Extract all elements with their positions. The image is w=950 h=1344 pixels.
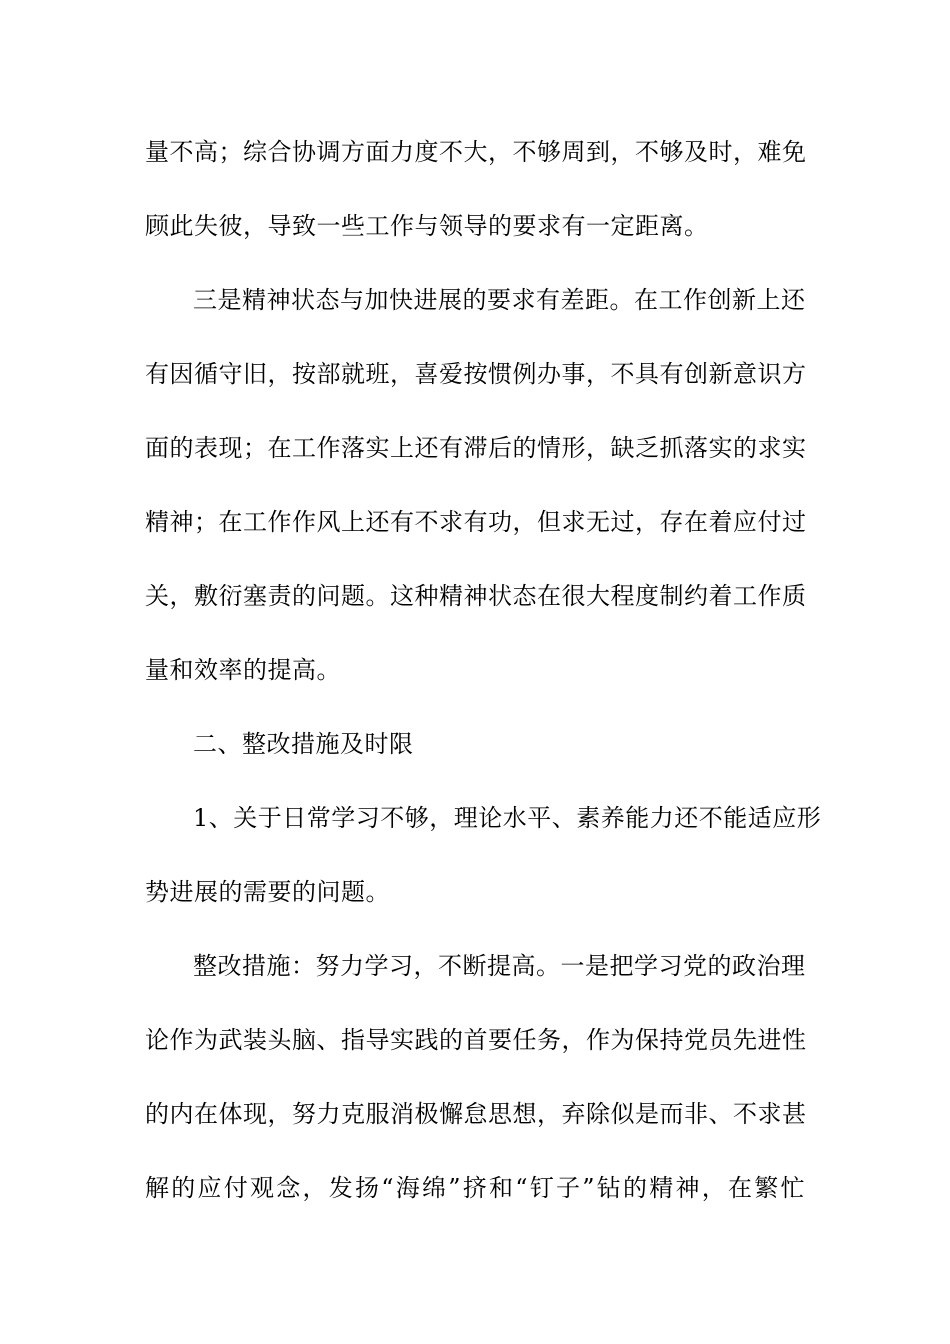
paragraph-line: 有因循守旧，按部就班，喜爱按惯例办事，不具有创新意识方 [145,360,807,388]
paragraph-line: 三是精神状态与加快进展的要求有差距。在工作创新上还 [193,286,806,314]
paragraph-line: 解的应付观念，发扬“海绵”挤和“钉子”钻的精神，在繁忙 [145,1174,805,1202]
paragraph-line: 顾此失彼，导致一些工作与领导的要求有一定距离。 [145,212,709,240]
section-heading: 二、整改措施及时限 [193,730,414,758]
paragraph-line: 的内在体现，努力克服消极懈怠思想，弃除似是而非、不求甚 [145,1100,807,1128]
paragraph-line: 面的表现；在工作落实上还有滞后的情形，缺乏抓落实的求实 [145,434,807,462]
paragraph-line: 整改措施：努力学习，不断提高。一是把学习党的政治理 [193,952,806,980]
paragraph-line: 量不高；综合协调方面力度不大，不够周到，不够及时，难免 [145,138,807,166]
paragraph-line: 1、关于日常学习不够，理论水平、素养能力还不能适应形 [193,804,822,832]
paragraph-line: 关，敷衍塞责的问题。这种精神状态在很大程度制约着工作质 [145,582,807,610]
paragraph-line: 论作为武装头脑、指导实践的首要任务，作为保持党员先进性 [145,1026,807,1054]
paragraph-line: 势进展的需要的问题。 [145,878,390,906]
paragraph-line: 精神；在工作作风上还有不求有功，但求无过，存在着应付过 [145,508,807,536]
paragraph-line: 量和效率的提高。 [145,656,341,684]
